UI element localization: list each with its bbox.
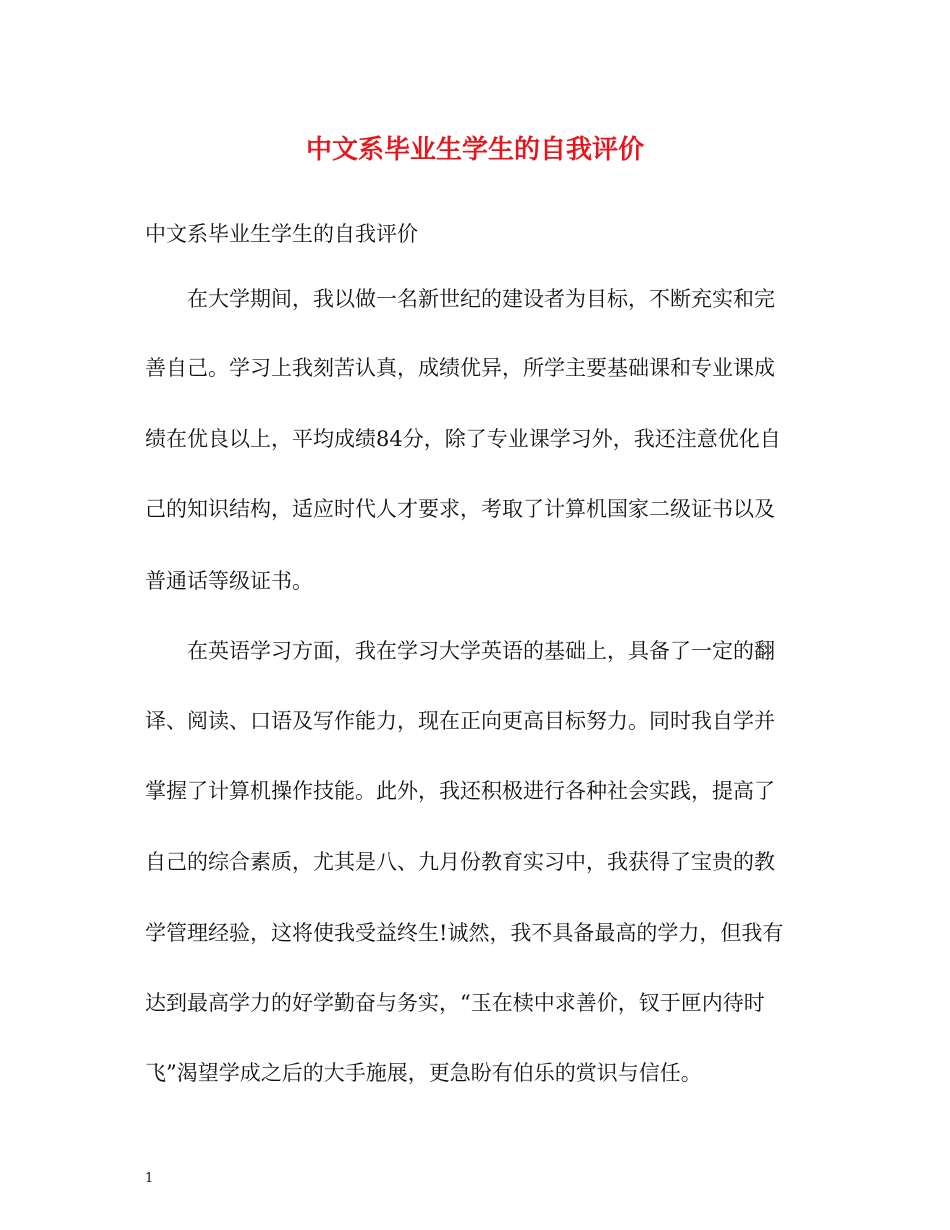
body-line: 自己的综合素质，尤其是八、九月份教育实习中，我获得了宝贵的教: [145, 850, 775, 874]
body-line: 译、阅读、口语及写作能力，现在正向更高目标努力。同时我自学并: [145, 709, 775, 733]
body-line: 绩在优良以上，平均成绩84分，除了专业课学习外，我还注意优化自: [145, 427, 781, 451]
body-line: 普通话等级证书。: [145, 569, 313, 593]
page-number: 1: [145, 1171, 154, 1186]
body-line: 学管理经验，这将使我受益终生!诚然，我不具备最高的学力，但我有: [145, 921, 784, 945]
body-line: 飞”渴望学成之后的大手施展，更急盼有伯乐的赏识与信任。: [145, 1061, 702, 1085]
body-line: 掌握了计算机操作技能。此外，我还积极进行各种社会实践，提高了: [145, 779, 775, 803]
body-line: 达到最高学力的好学勤奋与务实，“玉在椟中求善价，钗于匣内待时: [145, 991, 765, 1015]
body-line: 在大学期间，我以做一名新世纪的建设者为目标，不断充实和完: [187, 287, 775, 311]
document-title: 中文系毕业生学生的自我评价: [305, 135, 644, 165]
body-line: 在英语学习方面，我在学习大学英语的基础上，具备了一定的翻: [187, 639, 775, 663]
document-subtitle: 中文系毕业生学生的自我评价: [145, 222, 418, 246]
body-line: 己的知识结构，适应时代人才要求，考取了计算机国家二级证书以及: [145, 497, 775, 521]
body-line: 善自己。学习上我刻苦认真，成绩优异，所学主要基础课和专业课成: [145, 356, 775, 380]
